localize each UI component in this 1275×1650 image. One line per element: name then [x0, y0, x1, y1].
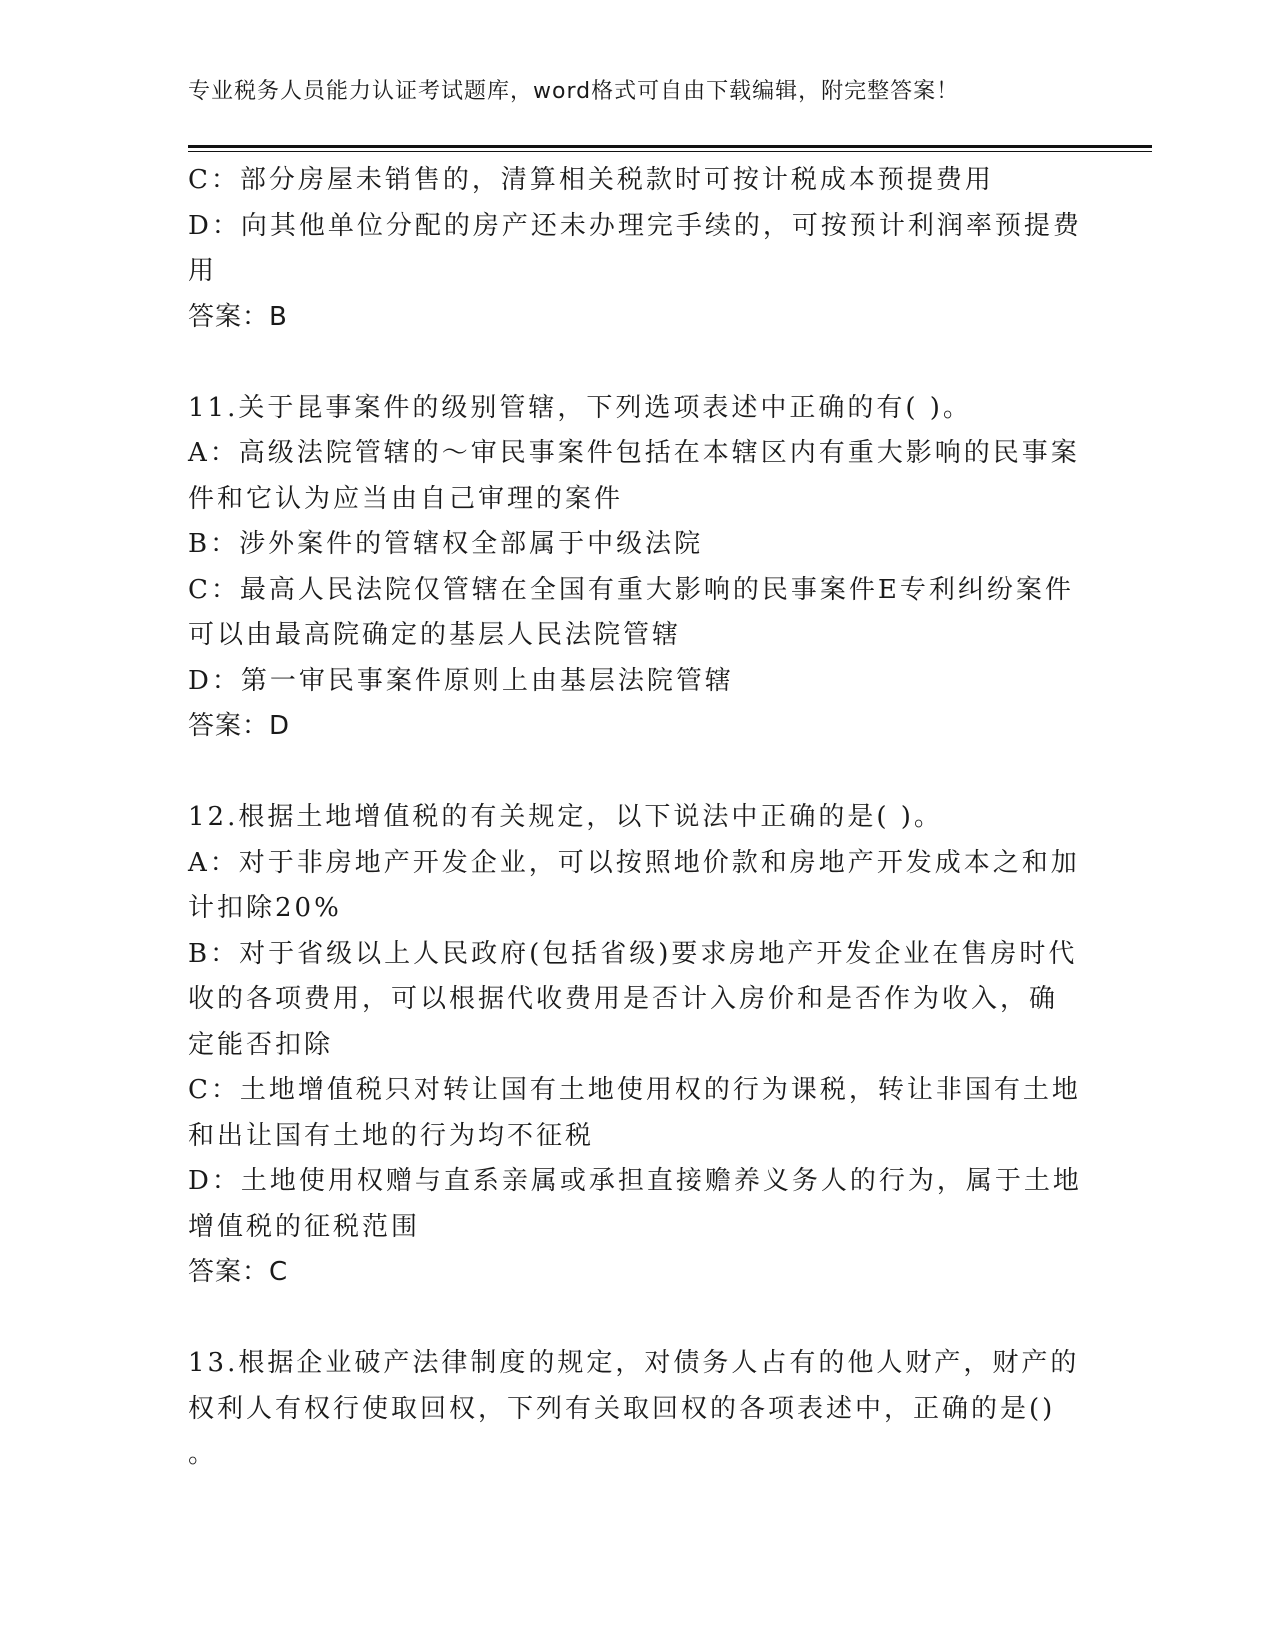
option-a-line-2: 计扣除20%: [188, 893, 342, 923]
question-stem: 11.关于昆事案件的级别管辖，下列选项表述中正确的有( )。: [188, 392, 972, 423]
question-13: [188, 1341, 1088, 1478]
option-d: D：第一审民事案件原则上由基层法院管辖: [188, 665, 734, 696]
header-rule-thick: [188, 145, 1152, 148]
option-b: B：涉外案件的管辖权全部属于中级法院: [188, 529, 704, 559]
option-c-line-1: C：最高人民法院仅管辖在全国有重大影响的民事案件E专利纠纷案件: [188, 574, 1074, 605]
option-c-line-2: 可以由最高院确定的基层人民法院管辖: [188, 620, 682, 650]
prev-question: [188, 158, 1088, 340]
document-body: [188, 158, 1088, 1478]
answer: 答案：B: [188, 301, 288, 332]
option-a-line-1: A：对于非房地产开发企业，可以按照地价款和房地产开发成本之和加: [188, 847, 1080, 878]
option-b-line-3: 定能否扣除: [188, 1029, 334, 1060]
option-d-line-1: D：土地使用权赠与直系亲属或承担直接赡养义务人的行为，属于土地: [188, 1166, 1082, 1196]
page-header: 专业税务人员能力认证考试题库，word格式可自由下载编辑，附完整答案！: [188, 79, 960, 104]
option-d-line-2: 用: [188, 256, 218, 286]
answer: 答案：D: [188, 711, 291, 741]
spacer: [188, 340, 1088, 386]
question-stem: 12.根据土地增值税的有关规定，以下说法中正确的是( )。: [188, 802, 943, 832]
question-stem-line-2: 权利人有权行使取回权，下列有关取回权的各项表述中，正确的是(): [188, 1393, 1056, 1424]
question-11: [188, 386, 1088, 750]
spacer: [188, 1296, 1088, 1342]
answer: 答案：C: [188, 1257, 289, 1287]
option-a-line-1: A：高级法院管辖的～审民事案件包括在本辖区内有重大影响的民事案: [188, 438, 1080, 468]
option-c-line-1: C：土地增值税只对转让国有土地使用权的行为课税，转让非国有土地: [188, 1075, 1081, 1105]
spacer: [188, 750, 1088, 796]
question-stem-line-1: 13.根据企业破产法律制度的规定，对债务人占有的他人财产，财产的: [188, 1348, 1080, 1378]
question-12: [188, 795, 1088, 1296]
question-stem-line-3: 。: [188, 1439, 218, 1469]
header-rule-thin: [188, 151, 1152, 152]
option-a-line-2: 件和它认为应当由自己审理的案件: [188, 483, 624, 514]
option-d-line-2: 增值税的征税范围: [188, 1211, 421, 1242]
option-b-line-2: 收的各项费用，可以根据代收费用是否计入房价和是否作为收入，确: [188, 984, 1059, 1014]
option-c-line-2: 和出让国有土地的行为均不征税: [188, 1120, 595, 1151]
option-c: C：部分房屋未销售的，清算相关税款时可按计税成本预提费用: [188, 165, 994, 195]
option-d-line-1: D：向其他单位分配的房产还未办理完手续的，可按预计利润率预提费: [188, 210, 1082, 241]
option-b-line-1: B：对于省级以上人民政府(包括省级)要求房地产开发企业在售房时代: [188, 938, 1078, 969]
